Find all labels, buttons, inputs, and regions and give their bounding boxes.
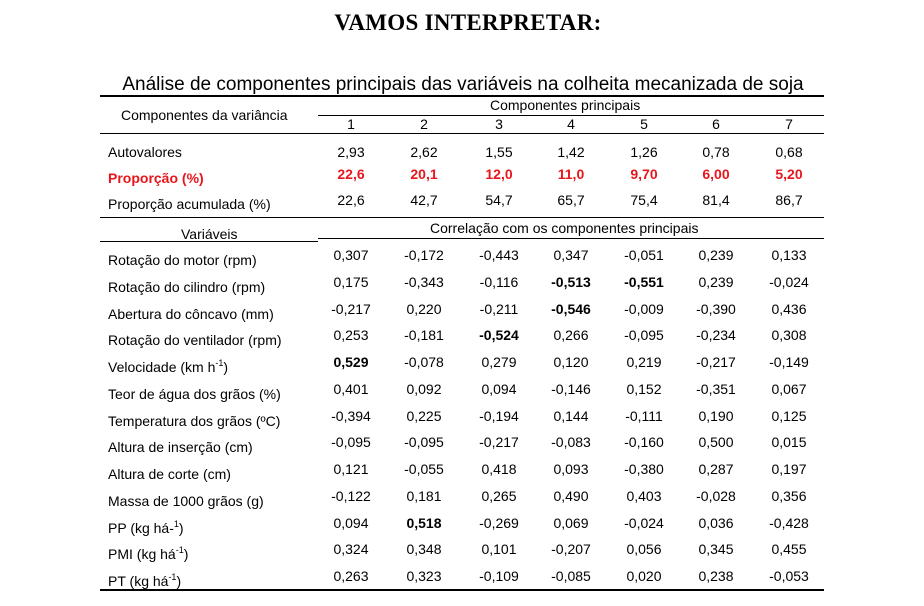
variable-label-tail: ) xyxy=(183,546,189,562)
variable-label-text: Rotação do cilindro (rpm) xyxy=(108,279,266,295)
summary-value: 11,0 xyxy=(557,166,585,182)
summary-value: 1,55 xyxy=(485,144,513,160)
table-caption: Análise de componentes principais das variáveis na colheita mecanizada de soja xyxy=(122,74,804,95)
summary-value: 75,4 xyxy=(630,192,658,208)
correlation-value: -0,524 xyxy=(479,327,519,343)
correlation-value: -0,380 xyxy=(624,461,664,477)
correlation-value: 0,455 xyxy=(771,541,807,557)
variable-label-text: Velocidade (km h xyxy=(108,359,216,375)
correlation-value: -0,122 xyxy=(331,488,371,504)
variable-label xyxy=(108,573,181,589)
correlation-value: 0,308 xyxy=(771,327,807,343)
correlation-value: -0,095 xyxy=(624,327,664,343)
summary-value: 0,68 xyxy=(775,144,803,160)
correlation-value: -0,234 xyxy=(696,327,736,343)
correlation-value: 0,219 xyxy=(626,354,662,370)
correlation-value: 0,323 xyxy=(406,568,442,584)
variable-label xyxy=(108,439,253,455)
correlation-value: -0,181 xyxy=(404,327,444,343)
correlation-value: -0,095 xyxy=(404,434,444,450)
component-number: 5 xyxy=(640,116,648,132)
correlation-value: -0,085 xyxy=(551,568,591,584)
correlation-value: 0,069 xyxy=(553,515,589,531)
correlation-value: -0,146 xyxy=(551,381,591,397)
correlation-value: 0,220 xyxy=(406,301,442,317)
correlation-value: 0,239 xyxy=(698,274,734,290)
correlation-value: -0,217 xyxy=(479,434,519,450)
correlation-value: 0,279 xyxy=(481,354,517,370)
summary-value: 2,62 xyxy=(410,144,438,160)
summary-value: 5,20 xyxy=(775,166,803,182)
variable-label-text: Rotação do motor (rpm) xyxy=(108,252,257,268)
correlation-value: -0,217 xyxy=(696,354,736,370)
variable-label xyxy=(108,466,231,482)
variable-label xyxy=(108,252,257,268)
variable-label-superscript: -1 xyxy=(168,572,177,582)
correlation-value: -0,028 xyxy=(696,488,736,504)
correlation-label: Correlação com os componentes principais xyxy=(430,220,699,236)
correlation-value: 0,121 xyxy=(333,461,369,477)
variable-label xyxy=(108,493,264,509)
variable-label-text: PMI (kg há xyxy=(108,546,176,562)
correlation-value: 0,238 xyxy=(698,568,734,584)
correlation-value: -0,443 xyxy=(479,247,519,263)
variance-components-label: Componentes da variância xyxy=(121,107,288,123)
correlation-value: -0,053 xyxy=(769,568,809,584)
variable-label xyxy=(108,306,274,322)
correlation-value: -0,111 xyxy=(625,408,663,424)
correlation-value: 0,133 xyxy=(771,247,807,263)
correlation-value: -0,083 xyxy=(551,434,591,450)
summary-value: 54,7 xyxy=(485,192,513,208)
correlation-value: 0,067 xyxy=(771,381,807,397)
correlation-value: 0,036 xyxy=(698,515,734,531)
correlation-value: -0,024 xyxy=(769,274,809,290)
correlation-value: -0,513 xyxy=(551,274,591,290)
variable-label-tail: ) xyxy=(176,573,182,589)
variables-label: Variáveis xyxy=(181,226,238,242)
summary-bottom-rule xyxy=(100,217,824,218)
correlation-value: 0,152 xyxy=(626,381,662,397)
correlation-value: -0,394 xyxy=(331,408,371,424)
summary-value: 86,7 xyxy=(775,192,803,208)
table-top-rule xyxy=(100,95,824,97)
summary-value: 65,7 xyxy=(557,192,585,208)
component-number: 4 xyxy=(567,116,575,132)
variable-label-superscript: -1 xyxy=(175,545,184,555)
summary-value: 2,93 xyxy=(337,144,365,160)
correlation-value: 0,092 xyxy=(406,381,442,397)
correlation-value: 0,263 xyxy=(333,568,369,584)
correlation-value: -0,109 xyxy=(479,568,519,584)
summary-row-label: Autovalores xyxy=(108,144,182,160)
summary-value: 22,6 xyxy=(337,192,365,208)
correlation-value: -0,207 xyxy=(551,541,591,557)
variable-label-superscript: -1 xyxy=(215,358,224,368)
correlation-value: 0,094 xyxy=(333,515,369,531)
correlation-value: 0,144 xyxy=(553,408,589,424)
correlation-value: -0,116 xyxy=(479,274,519,290)
summary-value: 22,6 xyxy=(337,166,365,182)
correlation-value: -0,055 xyxy=(404,461,444,477)
correlation-value: 0,324 xyxy=(333,541,369,557)
summary-value: 81,4 xyxy=(702,192,730,208)
component-number: 2 xyxy=(420,116,428,132)
component-number: 6 xyxy=(712,116,720,132)
correlation-value: -0,009 xyxy=(624,301,664,317)
variable-label xyxy=(108,520,184,536)
correlation-value: 0,101 xyxy=(481,541,517,557)
summary-row-label: Proporção (%) xyxy=(108,170,204,186)
correlation-value: 0,401 xyxy=(333,381,369,397)
correlation-value: 0,347 xyxy=(553,247,589,263)
correlation-value: -0,024 xyxy=(624,515,664,531)
correlation-value: -0,390 xyxy=(696,301,736,317)
correlation-value: -0,149 xyxy=(769,354,809,370)
correlation-value: 0,518 xyxy=(406,515,442,531)
correlation-value: 0,125 xyxy=(771,408,807,424)
variable-label xyxy=(108,413,280,429)
correlation-value: 0,239 xyxy=(698,247,734,263)
correlation-value: -0,551 xyxy=(624,274,664,290)
component-number: 1 xyxy=(347,116,355,132)
variable-label-text: Massa de 1000 grãos (g) xyxy=(108,493,264,509)
correlation-value: 0,020 xyxy=(626,568,662,584)
summary-value: 42,7 xyxy=(410,192,438,208)
variable-label xyxy=(108,332,282,348)
variable-label-text: Temperatura dos grãos (ºC) xyxy=(108,413,281,429)
correlation-value: 0,348 xyxy=(406,541,442,557)
correlation-value: 0,265 xyxy=(481,488,517,504)
correlation-value: -0,546 xyxy=(551,301,591,317)
summary-value: 12,0 xyxy=(485,166,513,182)
summary-value: 0,78 xyxy=(702,144,730,160)
correlation-value: -0,160 xyxy=(624,434,664,450)
correlation-value: 0,436 xyxy=(771,301,807,317)
table-bottom-rule xyxy=(100,589,824,591)
correlation-value: 0,225 xyxy=(406,408,442,424)
correlation-value: 0,529 xyxy=(333,354,369,370)
correlation-value: 0,356 xyxy=(771,488,807,504)
correlation-value: 0,015 xyxy=(771,434,807,450)
page-heading: VAMOS INTERPRETAR: xyxy=(334,10,602,35)
variable-label-tail: ) xyxy=(178,520,184,536)
correlation-value: 0,403 xyxy=(626,488,662,504)
correlation-value: -0,194 xyxy=(479,408,519,424)
correlation-value: 0,093 xyxy=(553,461,589,477)
correlation-value: -0,343 xyxy=(404,274,444,290)
variables-header-rule xyxy=(100,241,318,242)
correlation-value: 0,175 xyxy=(333,274,369,290)
correlation-value: 0,418 xyxy=(481,461,517,477)
correlation-value: 0,500 xyxy=(698,434,734,450)
correlation-subheader-rule xyxy=(318,238,824,239)
variable-label xyxy=(108,359,228,375)
variable-label-text: Abertura do côncavo (mm) xyxy=(108,306,274,322)
correlation-value: 0,056 xyxy=(626,541,662,557)
variable-label-tail: ) xyxy=(223,359,229,375)
component-number: 7 xyxy=(785,116,793,132)
correlation-value: -0,172 xyxy=(404,247,444,263)
correlation-value: 0,181 xyxy=(406,488,442,504)
summary-value: 1,26 xyxy=(630,144,658,160)
correlation-value: -0,078 xyxy=(404,354,444,370)
correlation-value: 0,094 xyxy=(481,381,517,397)
summary-value: 6,00 xyxy=(702,166,730,182)
correlation-value: 0,490 xyxy=(553,488,589,504)
correlation-value: -0,351 xyxy=(696,381,736,397)
variable-label-text: Rotação do ventilador (rpm) xyxy=(108,332,282,348)
correlation-value: -0,095 xyxy=(331,434,371,450)
correlation-value: -0,211 xyxy=(479,301,519,317)
variable-label-text: Altura de inserção (cm) xyxy=(108,439,253,455)
summary-row-label: Proporção acumulada (%) xyxy=(108,196,271,212)
correlation-value: 0,120 xyxy=(553,354,589,370)
summary-value: 1,42 xyxy=(557,144,585,160)
variable-label-text: PT (kg há xyxy=(108,573,169,589)
variable-label-text: PP (kg há- xyxy=(108,520,174,536)
variable-label-text: Altura de corte (cm) xyxy=(108,466,231,482)
correlation-value: -0,051 xyxy=(624,247,664,263)
correlation-value: -0,269 xyxy=(479,515,519,531)
correlation-value: 0,253 xyxy=(333,327,369,343)
principal-components-label: Componentes principais xyxy=(490,97,641,113)
variable-label xyxy=(108,386,281,402)
variable-label xyxy=(108,546,188,562)
variable-label-text: Teor de água dos grãos (%) xyxy=(108,386,281,402)
correlation-value: -0,428 xyxy=(769,515,809,531)
header-bottom-rule xyxy=(100,133,824,134)
correlation-value: 0,190 xyxy=(698,408,734,424)
component-number: 3 xyxy=(495,116,503,132)
summary-value: 9,70 xyxy=(630,166,658,182)
summary-value: 20,1 xyxy=(410,166,438,182)
variable-label xyxy=(108,279,265,295)
variable-label-superscript: 1 xyxy=(173,519,179,529)
correlation-value: 0,197 xyxy=(771,461,807,477)
correlation-value: 0,266 xyxy=(553,327,589,343)
correlation-value: -0,217 xyxy=(331,301,371,317)
correlation-value: 0,345 xyxy=(698,541,734,557)
correlation-value: 0,307 xyxy=(333,247,369,263)
correlation-value: 0,287 xyxy=(698,461,734,477)
